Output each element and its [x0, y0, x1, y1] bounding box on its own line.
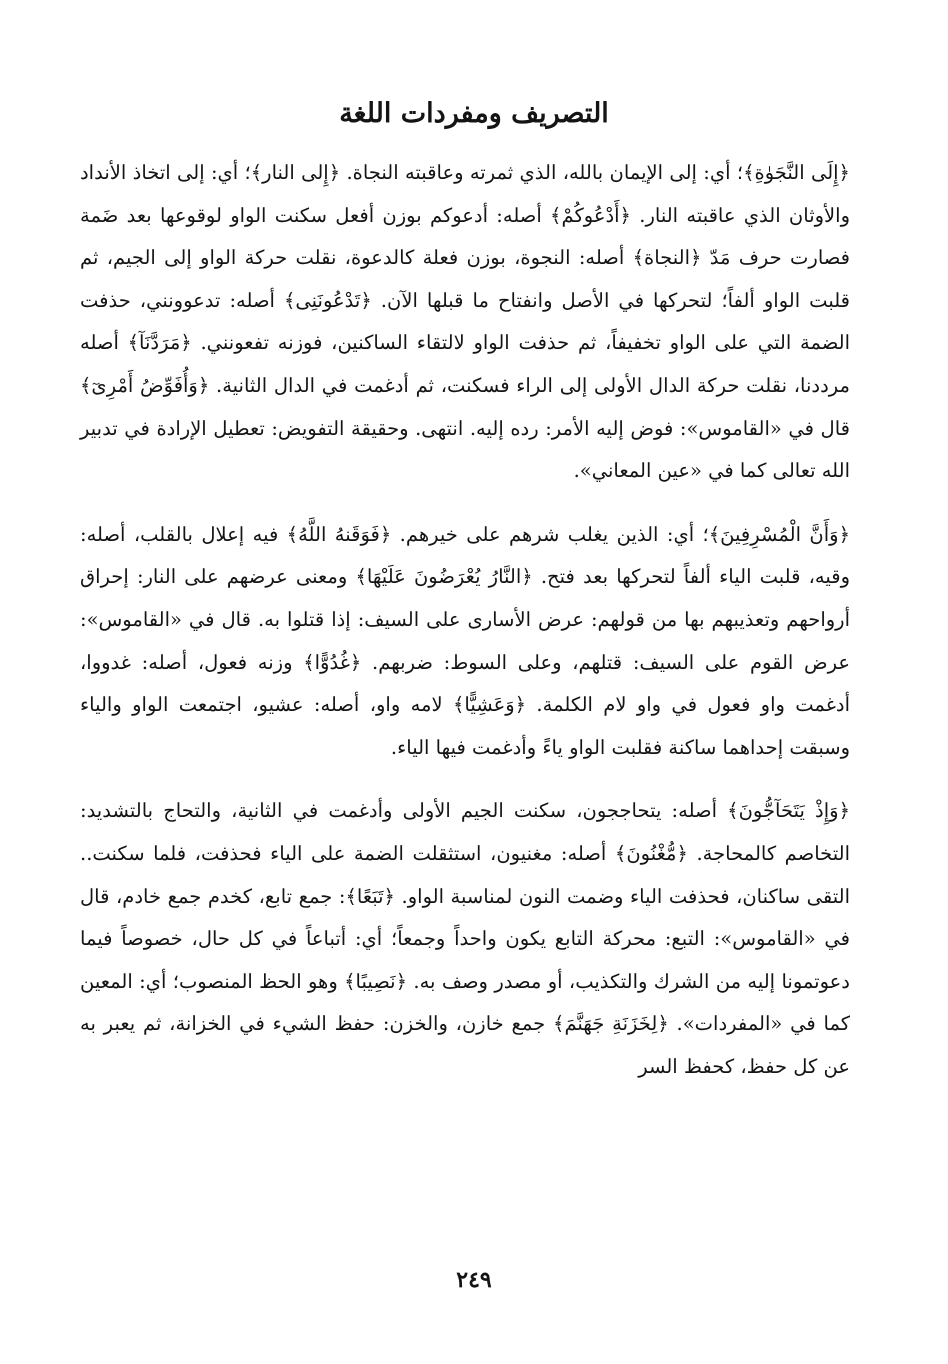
paragraph-2: ﴿وَأَنَّ الْمُسْرِفِينَ﴾؛ أي: الذين يغلب شرهم على خيرهم. ﴿فَوَقَنهُ اللَّهُ﴾ فيه إعلال بالقلب، أصله: وقيه، قلبت الياء ألفاً لتحركها بعد فتح. ﴿النَّارُ يُعْرَضُونَ عَلَيْهَا﴾ ومعنى عرضهم على النار: إحراق أرواحهم وتعذيبهم بها من قولهم: عرض الأسارى على السيف: إذا قتلوا به. قال في «القاموس»: عرض القوم على السيف: قتلهم، وعلى السوط: ضربهم. ﴿غُدُوًّا﴾ وزنه فعول، أصله: غدووا، أدغمت واو فعول في واو لام الكلمة. ﴿وَعَشِيًّا﴾ لامه واو، أصله: عشيو، اجتمعت الواو والياء وسبقت إحداهما ساكنة فقلبت الواو ياءً وأدغمت فيها الياء.	[80, 522, 850, 759]
page-number: ٢٤٩	[456, 1267, 492, 1293]
paragraph-3: ﴿وَإِذْ يَتَحَآجُّونَ﴾ أصله: يتحاججون، سكنت الجيم الأولى وأدغمت في الثانية، والتحاج بالتشديد: التخاصم كالمحاجة. ﴿مُّغْنُونَ﴾ أصله: مغنيون، استثقلت الضمة على الياء فحذفت، فلما سكنت.. التقى ساكنان، فحذفت الياء وضمت النون لمناسبة الواو. ﴿تَبَعًا﴾: جمع تابع، كخدم جمع خادم، قال في «القاموس»: التبع: محركة التابع يكون واحداً وجمعاً؛ أي: أتباعاً في كل حال، خصوصاً فيما دعوتمونا إليه من الشرك والتكذيب، أو مصدر وصف به. ﴿نَصِيبًا﴾ وهو الحظ المنصوب؛ أي: المعين كما في «المفردات». ﴿لِخَزَنَةِ جَهَنَّمَ﴾ جمع خازن، والخزن: حفظ الشيء في الخزانة، ثم يعبر به عن كل حفظ، كحفظ السر	[80, 799, 850, 1078]
running-header-title: التصريف ومفردات اللغة	[339, 98, 609, 129]
page-body	[80, 152, 850, 1088]
paragraph-1: ﴿إِلَى النَّجَوٰةِ﴾؛ أي: إلى الإيمان بالله، الذي ثمرته وعاقبته النجاة. ﴿إِلى النار﴾؛ أي: إلى اتخاذ الأنداد والأوثان الذي عاقبته النار. ﴿أَدْعُوكُمْ﴾ أصله: أدعوكم بوزن أفعل سكنت الواو لوقوعها بعد ضَمة فصارت حرف مَدّ ﴿النجاة﴾ أصله: النجوة، بوزن فعلة كالدعوة، نقلت حركة الواو إلى الجيم، ثم قلبت الواو ألفاً؛ لتحركها في الأصل وانفتاح ما قبلها الآن. ﴿تَدْعُونَنِى﴾ أصله: تدعوونني، حذفت الضمة التي على الواو تخفيفاً، ثم حذفت الواو لالتقاء الساكنين، فوزنه تفعونني. ﴿مَرَدَّنَآ﴾ أصله مرددنا، نقلت حركة الدال الأولى إلى الراء فسكنت، ثم أدغمت في الدال الثانية. ﴿وَأُفَوِّضُ أَمْرِىٓ﴾ قال في «القاموس»: فوض إليه الأمر: رده إليه. انتهى. وحقيقة التفويض: تعطيل الإرادة في تدبير الله تعالى كما في «عين المعاني».	[80, 161, 850, 483]
